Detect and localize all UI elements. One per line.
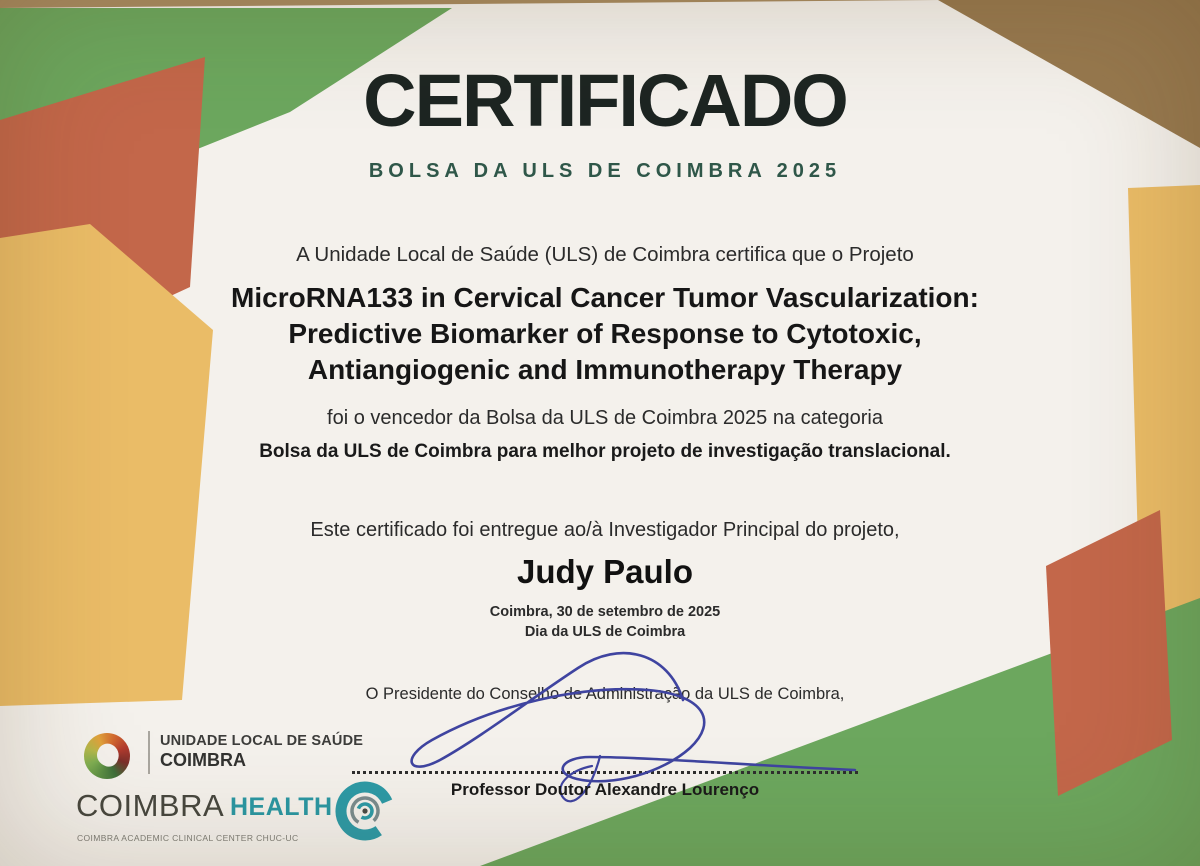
certificate-subtitle: BOLSA DA ULS DE COIMBRA 2025 xyxy=(368,160,842,182)
coimbra-health-caption: COIMBRA ACADEMIC CLINICAL CENTER CHUC-UC xyxy=(77,833,299,843)
uls-logo-line1: UNIDADE LOCAL DE SAÚDE xyxy=(160,733,364,749)
coimbra-health-brand-secondary: HEALTH xyxy=(230,793,333,821)
coimbra-health-logo-icon xyxy=(333,779,397,843)
uls-coimbra-logo-icon xyxy=(84,733,130,779)
project-title-line1: MicroRNA133 in Cervical Cancer Tumor Vascularization: xyxy=(231,282,979,313)
signer-intro-text: O Presidente do Conselho de Administração da ULS de Coimbra, xyxy=(365,685,845,703)
event-text: Dia da ULS de Coimbra xyxy=(524,624,686,640)
intro-text: A Unidade Local de Saúde (ULS) de Coimbra certifica que o Projeto xyxy=(296,243,914,266)
signature-line xyxy=(352,768,858,774)
uls-logo-line2: COIMBRA xyxy=(160,750,246,770)
signer-name: Professor Doutor Alexandre Lourenço xyxy=(450,780,760,799)
project-title-line2: Predictive Biomarker of Response to Cytotoxic, xyxy=(288,318,922,349)
date-text: Coimbra, 30 de setembro de 2025 xyxy=(489,604,721,620)
category-text: Bolsa da ULS de Coimbra para melhor projeto de investigação translacional. xyxy=(259,441,951,462)
logo-divider xyxy=(148,731,150,774)
health-logo-center-dot xyxy=(362,808,367,813)
coimbra-health-brand-primary: COIMBRA xyxy=(76,788,225,823)
project-title xyxy=(0,280,1200,388)
recipient-name: Judy Paulo xyxy=(516,553,694,590)
certificate-title: CERTIFICADO xyxy=(363,59,847,142)
award-text: foi o vencedor da Bolsa da ULS de Coimbra 2025 na categoria xyxy=(327,407,883,429)
project-title-line3: Antiangiogenic and Immunotherapy Therapy xyxy=(307,354,903,385)
presented-text: Este certificado foi entregue ao/à Investigador Principal do projeto, xyxy=(310,519,900,541)
